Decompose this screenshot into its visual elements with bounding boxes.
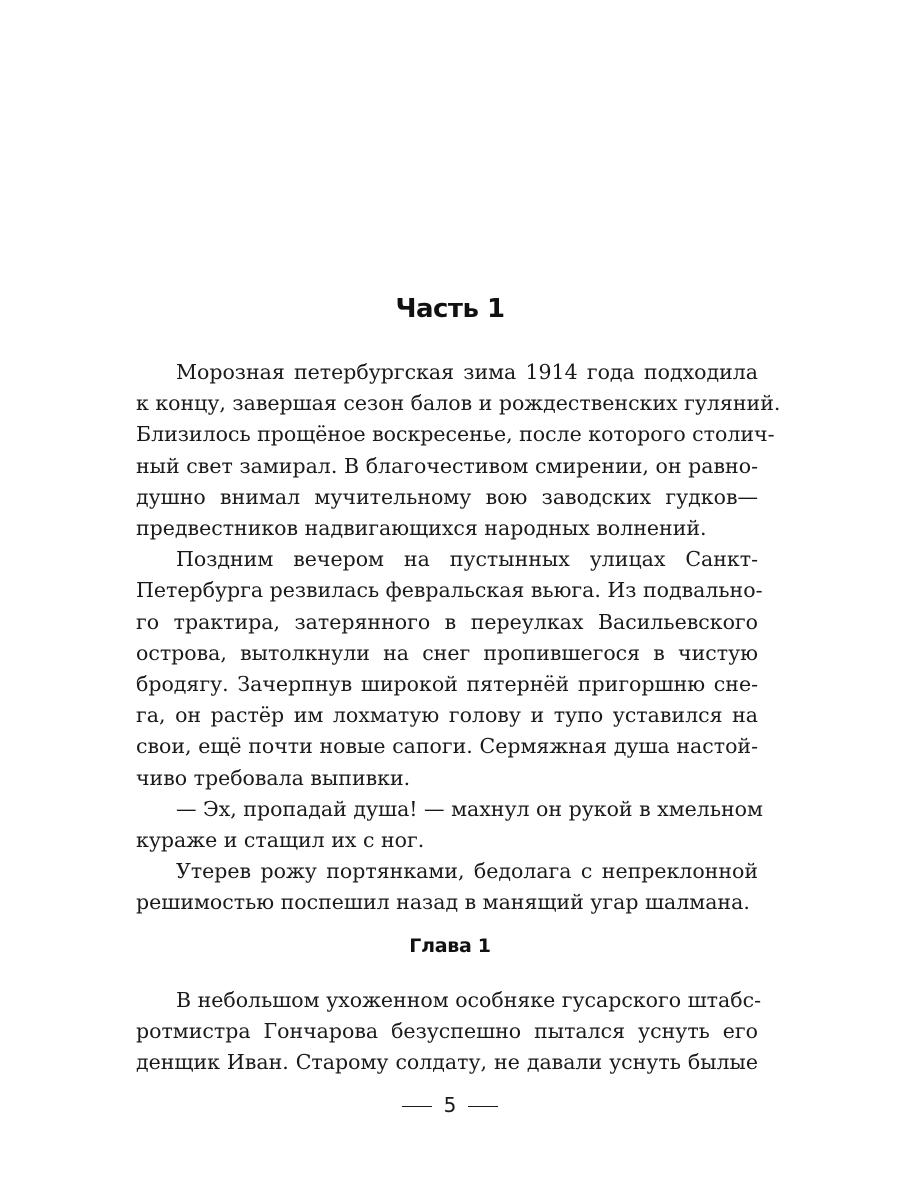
page-number-footer [0,1093,900,1117]
text-line: Утерев рожу портянками, бедолага с непреклонной [176,859,758,884]
part-title: Часть 1 [395,294,505,324]
chapter-title: Глава 1 [409,935,491,957]
folio-dash-right [468,1106,498,1107]
text-line: ный свет замирал. В благочестивом смирении, он равно- [136,453,758,478]
text-line: свои, ещё почти новые сапоги. Сермяжная душа настой- [136,734,758,759]
text-line: душно внимал мучительному вою заводских гудков— [136,484,758,509]
text-line: Поздним вечером на пустынных улицах Санкт- [176,547,758,572]
text-line: кураже и стащил их с ног. [136,828,425,853]
page-number: 5 [443,1093,457,1117]
text-line: к концу, завершая сезон балов и рождественских гуляний. [136,391,781,416]
text-line: бродягу. Зачерпнув широкой пятернёй пригоршню сне- [136,672,758,697]
text-line: предвестников надвигающихся народных волнений. [136,516,707,541]
part-text [136,357,781,919]
text-line: денщик Иван. Старому солдату, не давали уснуть былые [136,1050,758,1075]
text-line: решимостью поспешил назад в манящий угар шалмана. [136,890,750,915]
text-line: Морозная петербургская зима 1914 года подходила [176,360,758,384]
folio-dash-left [402,1106,432,1107]
text-line: Близилось прощёное воскресенье, после которого столич- [136,422,775,447]
text-line: острова, вытолкнули на снег пропившегося в чистую [136,640,758,665]
text-line: чиво требовала выпивки. [136,765,411,790]
chapter-text [136,985,761,1079]
text-line: ротмистра Гончарова безуспешно пытался уснуть его [136,1019,758,1044]
text-line: Петербурга резвилась февральская вьюга. Из подвально- [136,578,763,603]
text-line: га, он растёр им лохматую голову и тупо уставился на [136,703,758,728]
text-line: — Эх, пропадай душа! — махнул он рукой в хмельном [176,796,763,821]
text-line: го трактира, затерянного в переулках Васильевского [136,609,758,634]
text-line: В небольшом ухоженном особняке гусарского штабс- [176,988,761,1012]
